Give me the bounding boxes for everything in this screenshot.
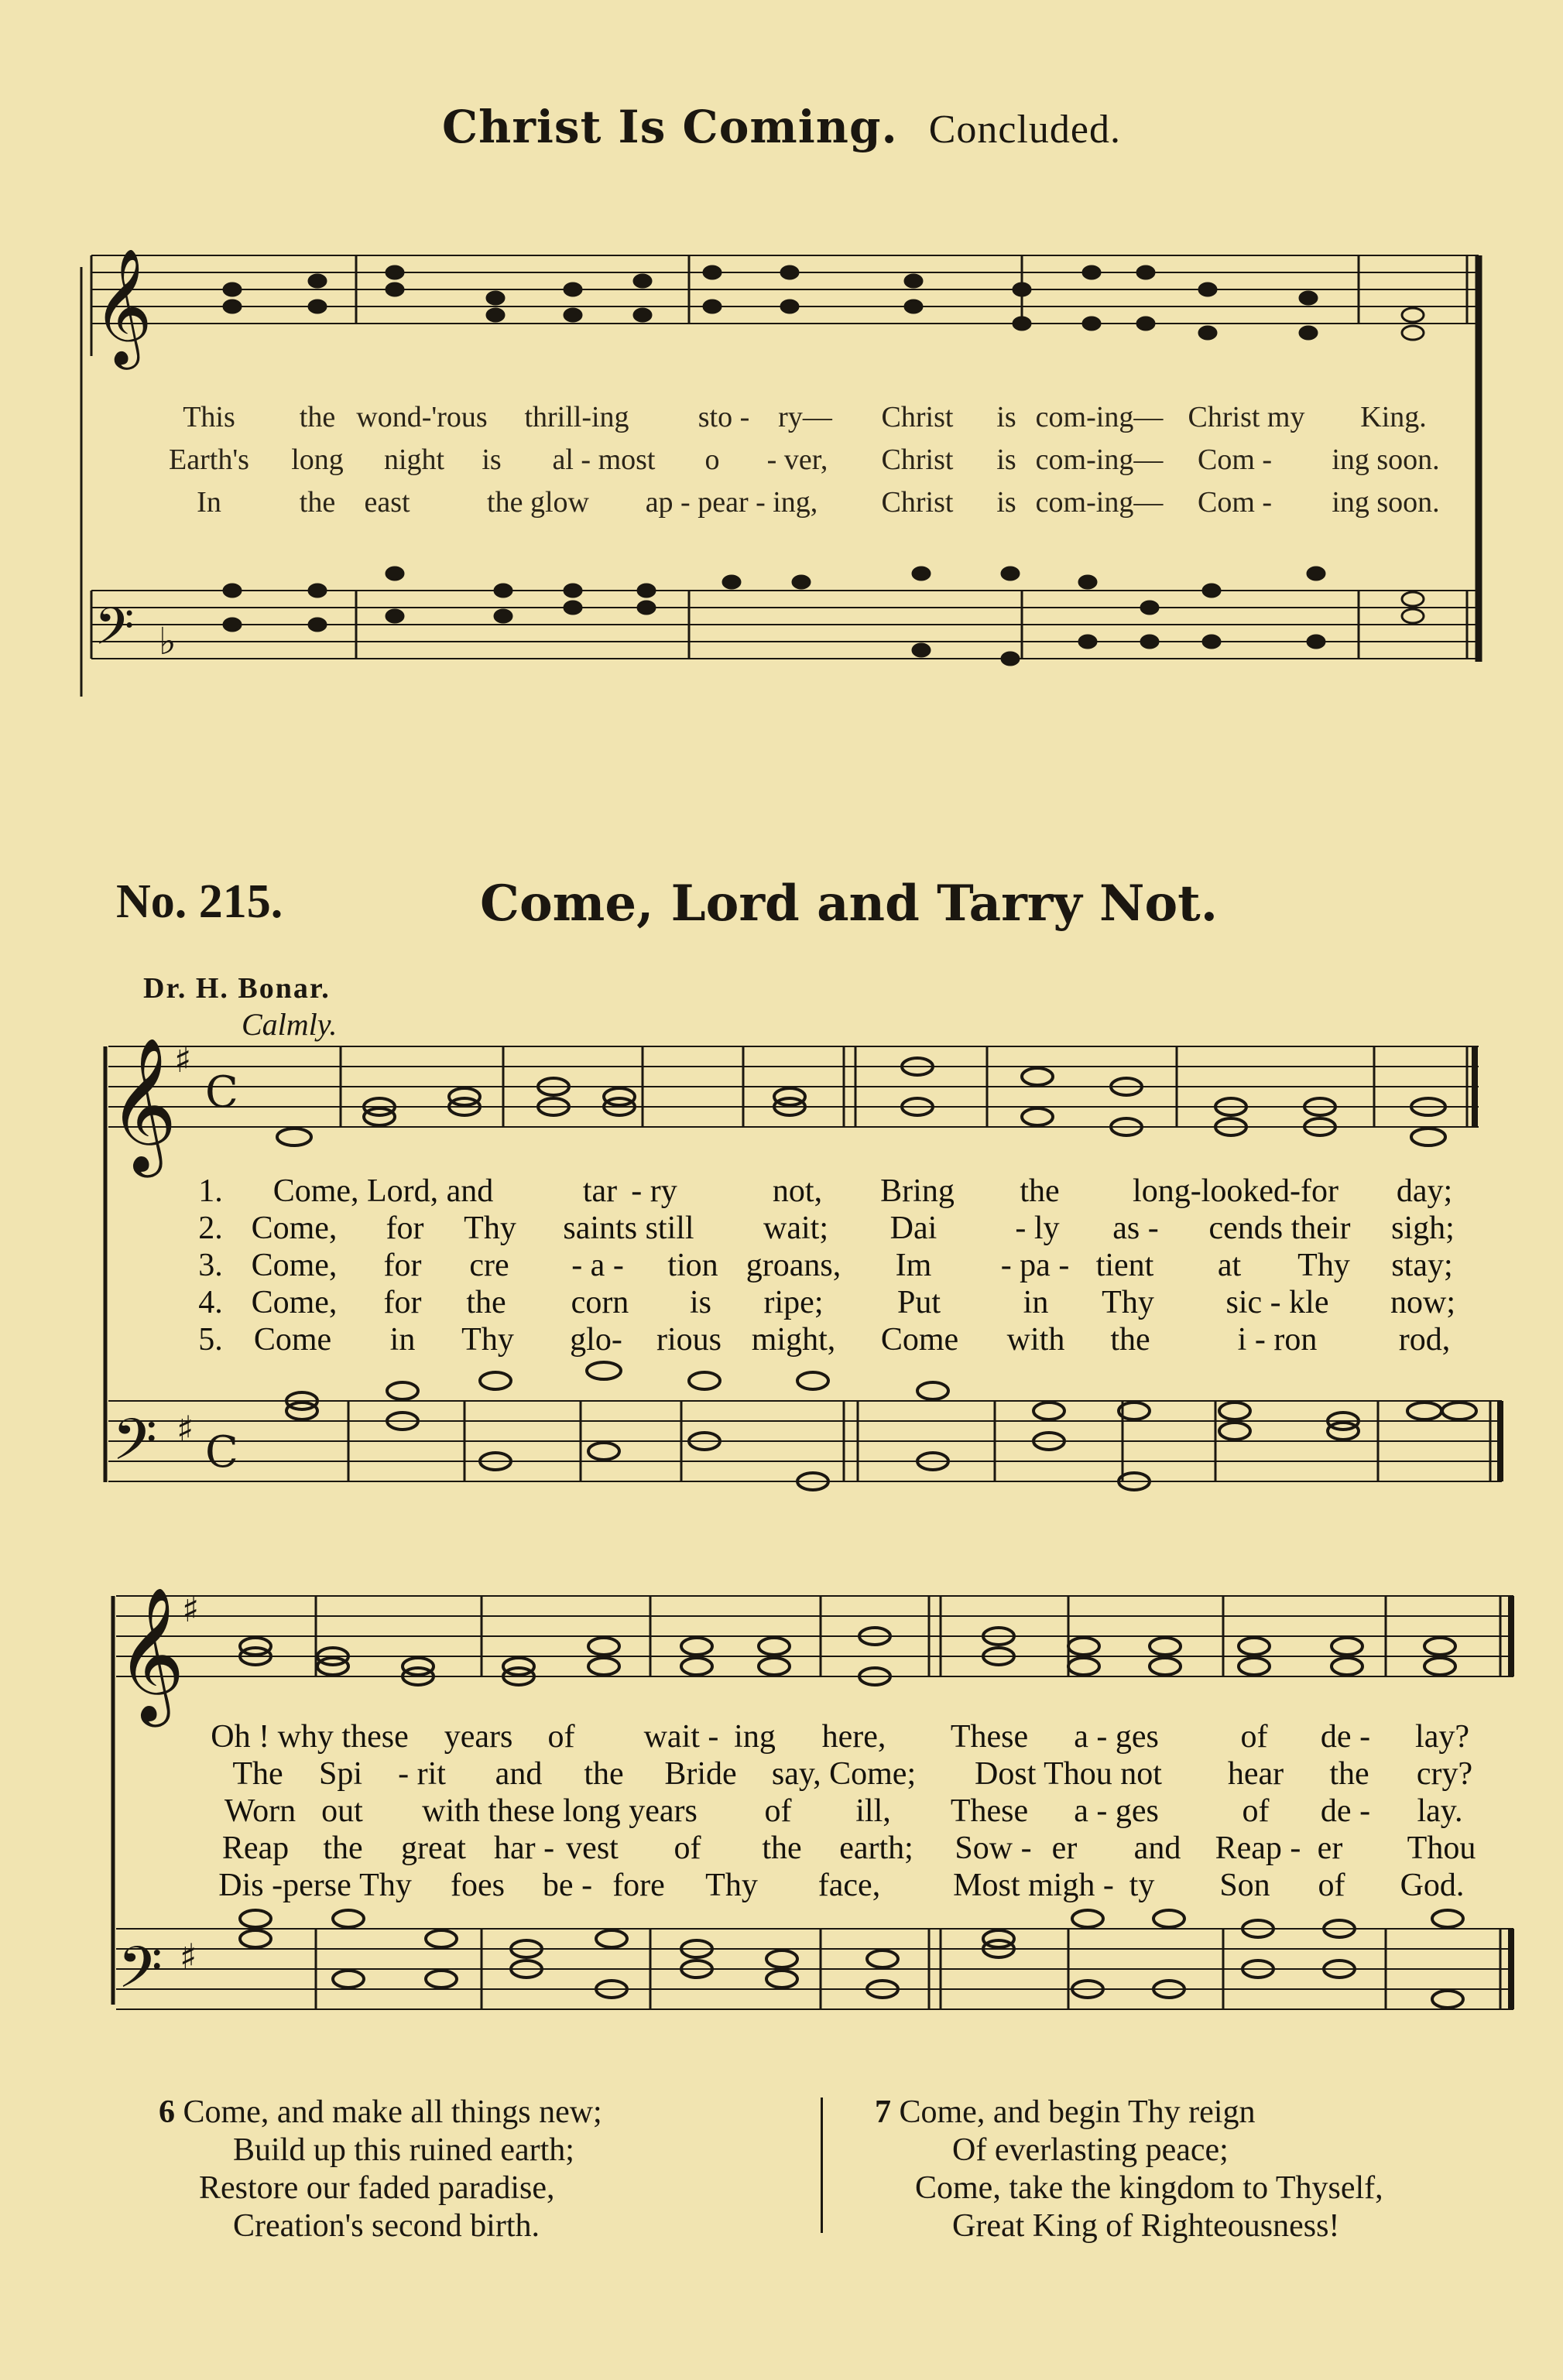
lyric-syllable: ing soon. [1332,443,1440,476]
lyric-syllable: - ly [1015,1211,1060,1246]
verse-7 [875,2094,1383,2245]
lyric-syllable: tion [667,1248,718,1283]
lyric-syllable: the [299,401,336,433]
lyric-syllable: sto - [698,401,750,433]
verse-number: 6 [159,2094,175,2130]
lyric-syllable: Bride [664,1756,737,1792]
lyric-syllable: the glow [487,486,589,519]
lyric-syllable: er [1051,1830,1078,1866]
verse-number: 1. [198,1173,223,1209]
lyric-syllable: Reap [221,1830,290,1866]
verse-5-line-b [0,1867,1563,1904]
verse-6 [159,2094,602,2245]
lyric-syllable: God. [1400,1868,1465,1903]
lyric-syllable: Thy [1102,1285,1154,1320]
lyric-syllable: Christ [881,401,954,433]
lyric-syllable: of [1240,1719,1268,1755]
lyric-syllable: Worn [224,1793,296,1829]
lyric-syllable: years [444,1719,513,1755]
staff-bass-concluded [91,591,1479,659]
lyric-syllable: Thou [1407,1830,1476,1866]
lyric-syllable: Im [895,1248,932,1283]
lyric-syllable: al - most [552,443,656,476]
lyric-syllable: for [386,1211,424,1246]
lyric-syllable: a - ges [1074,1793,1159,1829]
bass-clef-icon: 𝄢 [94,597,135,669]
lyric-syllable: ing soon. [1332,486,1440,519]
lyric-syllable: is [996,486,1016,519]
lyric-syllable: - ry [631,1173,677,1209]
lyric-syllable: wond-'rous [356,401,488,433]
verse-number: 4. [198,1285,223,1320]
staff-bass-system2 [116,1929,1513,2009]
lyric-syllable: Dis -perse [218,1868,351,1903]
lyric-line [0,443,1563,480]
lyric-syllable: fore [612,1868,665,1903]
column-divider [821,2097,823,2233]
lyric-syllable: thrill-ing [524,401,629,433]
lyric-syllable: - a - [571,1248,624,1283]
sharp-icon: ♯ [182,1588,200,1630]
lyric-syllable: - pa - [1000,1248,1070,1283]
lyric-syllable: com-ing— [1035,401,1164,433]
hymn-title: Come, Lord and Tarry Not. [480,875,1218,933]
verse-line: Of everlasting peace; [952,2132,1229,2168]
lyric-syllable: Thy [359,1868,412,1903]
lyric-syllable: Thy [705,1868,758,1903]
lyric-syllable: foes [451,1868,505,1903]
staff-treble-concluded [91,255,1479,324]
lyric-syllable: a - ges [1074,1719,1159,1755]
treble-clef-icon: 𝄞 [93,247,153,365]
verse-number: 3. [198,1248,223,1283]
lyric-syllable: Christ [881,486,954,519]
lyric-syllable: the [1020,1173,1060,1209]
lyric-syllable: for [383,1248,422,1283]
lyric-syllable: saints still [563,1211,694,1246]
lyric-syllable: The [232,1756,283,1792]
lyric-syllable: Most migh - [953,1868,1114,1903]
verse-line: Come, and make all things new; [183,2094,602,2130]
verse-number: 7 [875,2094,891,2130]
lyric-syllable: Son [1219,1868,1270,1903]
lyric-syllable: tar [582,1173,618,1209]
lyric-syllable: Come, [251,1285,338,1320]
lyric-syllable: cre [469,1248,509,1283]
verse-number: 5. [198,1322,223,1358]
lyric-syllable: This [183,401,235,433]
lyric-syllable: the [762,1830,802,1866]
verse-line: Creation's second birth. [233,2208,540,2244]
lyric-syllable: and [1133,1830,1181,1866]
lyric-syllable: Thy [461,1322,514,1358]
verse-line: Come, take the kingdom to Thyself, [915,2170,1383,2206]
lyric-syllable: the [584,1756,624,1792]
common-time-icon: C [205,1067,238,1118]
lyric-syllable: de - [1320,1793,1371,1829]
lyric-syllable: vest [566,1830,619,1866]
verse-line: Come, and begin Thy reign [899,2094,1256,2130]
lyric-syllable: earth; [839,1830,913,1866]
verse-line: Great King of Righteousness! [952,2208,1340,2244]
lyric-syllable: Put [896,1285,941,1320]
lyric-syllable: Earth's [169,443,249,476]
lyric-syllable: rious [656,1322,722,1358]
verse-1-line [0,1173,1563,1210]
lyric-syllable: com-ing— [1035,443,1164,476]
verse-number: 2. [198,1211,223,1246]
lyric-syllable: ill, [855,1793,891,1829]
hymn-header-title: Christ Is Coming. [442,101,898,153]
bass-clef-icon: 𝄢 [118,1934,163,2015]
verse-4-line [0,1284,1563,1321]
lyric-syllable: day; [1396,1173,1453,1209]
lyric-syllable: er [1317,1830,1343,1866]
treble-clef-icon: 𝄞 [108,1037,177,1172]
lyric-syllable: long-looked-for [1133,1173,1338,1209]
common-time-icon: C [205,1427,238,1478]
sharp-icon: ♯ [177,1408,194,1450]
lyric-syllable: Come [253,1322,332,1358]
lyric-syllable: of [764,1793,792,1829]
lyric-syllable: Dai [889,1211,937,1246]
lyric-syllable: Bring [880,1173,955,1209]
lyric-syllable: and [495,1756,543,1792]
lyric-syllable: o [704,443,720,476]
lyric-syllable: Christ my [1188,401,1305,433]
lyric-syllable: the [299,486,336,519]
lyric-syllable: at [1217,1248,1242,1283]
lyric-syllable: Sow - [955,1830,1032,1866]
lyric-syllable: har - [493,1830,555,1866]
verse-line: Build up this ruined earth; [233,2132,574,2168]
lyric-syllable: be - [542,1868,593,1903]
verse-2-line-b [0,1755,1563,1793]
lyric-syllable: Come, [251,1248,338,1283]
lyric-syllable: of [1242,1793,1270,1829]
lyric-syllable: Thy [1297,1248,1350,1283]
lyric-syllable: is [996,401,1016,433]
lyric-syllable: stay; [1391,1248,1453,1283]
bass-clef-icon: 𝄢 [112,1406,157,1488]
verse-4-line-b [0,1830,1563,1867]
lyric-syllable: rod, [1398,1322,1451,1358]
lyric-syllable: of [674,1830,701,1866]
lyric-syllable: Christ [881,443,954,476]
lyric-syllable: out [321,1793,363,1829]
lyric-syllable: de - [1320,1719,1371,1755]
lyric-syllable: is [482,443,502,476]
verse-2-line [0,1210,1563,1247]
hymn-header-subtitle: Concluded. [928,108,1121,152]
treble-clef-icon: 𝄞 [116,1587,185,1721]
lyric-syllable: the [1329,1756,1369,1792]
lyric-syllable: the [466,1285,506,1320]
lyric-syllable: of [547,1719,575,1755]
lyric-line [0,485,1563,522]
lyric-syllable: Spi [318,1756,363,1792]
lyric-syllable: ap - pear - ing, [645,486,818,519]
hymn-number: No. 215. [116,875,283,928]
lyric-syllable: now; [1390,1285,1455,1320]
lyric-syllable: long [291,443,344,476]
lyric-syllable: glo- [570,1322,622,1358]
lyric-syllable: is [689,1285,712,1320]
lyric-syllable: wait - [643,1719,719,1755]
lyric-syllable: groans, [746,1248,841,1283]
lyric-syllable: lay. [1417,1793,1463,1829]
lyric-syllable: Come [880,1322,959,1358]
lyric-syllable: Thy [464,1211,516,1246]
lyric-syllable: Oh ! why these [211,1719,409,1755]
sharp-icon: ♯ [174,1039,192,1080]
lyric-syllable: might, [751,1322,836,1358]
lyric-syllable: - ver, [766,443,828,476]
lyric-syllable: the [323,1830,363,1866]
lyric-line [0,400,1563,437]
lyric-syllable: lay? [1415,1719,1469,1755]
verse-line: Restore our faded paradise, [199,2170,555,2206]
lyric-syllable: with these long years [422,1793,698,1829]
lyric-syllable: Com - [1197,486,1273,519]
lyric-syllable: Come, Lord, and [272,1173,494,1209]
lyric-syllable: wait; [763,1211,828,1246]
lyric-syllable: Reap - [1215,1830,1301,1866]
lyric-syllable: hear [1227,1756,1284,1792]
lyric-syllable: Dost Thou not [975,1756,1162,1792]
lyric-syllable: is [996,443,1016,476]
lyric-syllable: King. [1360,401,1427,433]
lyric-syllable: east [364,486,410,519]
verse-3-line-b [0,1793,1563,1830]
lyric-syllable: cends their [1208,1211,1351,1246]
lyric-syllable: Come, [251,1211,338,1246]
lyric-syllable: Com - [1197,443,1273,476]
lyric-syllable: here, [821,1719,886,1755]
lyric-syllable: as - [1112,1211,1159,1246]
lyric-syllable: tient [1095,1248,1154,1283]
lyric-syllable: in [1023,1285,1049,1320]
lyric-syllable: for [383,1285,422,1320]
lyric-syllable: - rit [398,1756,446,1792]
lyric-syllable: These [950,1719,1029,1755]
lyric-syllable: com-ing— [1035,486,1164,519]
lyric-syllable: These [950,1793,1029,1829]
lyric-syllable: corn [571,1285,629,1320]
lyric-syllable: ripe; [763,1285,824,1320]
sharp-icon: ♯ [180,1936,197,1978]
lyric-syllable: great [401,1830,466,1866]
lyric-syllable: in [389,1322,416,1358]
lyric-syllable: ty [1129,1868,1155,1903]
lyric-syllable: the [1110,1322,1150,1358]
tempo-marking: Calmly. [242,1007,338,1042]
verse-3-line [0,1247,1563,1284]
lyric-syllable: of [1318,1868,1345,1903]
lyric-syllable: i - ron [1237,1322,1318,1358]
verse-1-line-b [0,1718,1563,1755]
flat-icon: ♭ [159,620,177,663]
lyric-syllable: with [1006,1322,1065,1358]
lyric-syllable: night [383,443,445,476]
lyric-syllable: face, [817,1868,881,1903]
lyric-syllable: sigh; [1391,1211,1455,1246]
lyric-syllable: In [197,486,221,519]
lyric-syllable: say, Come; [771,1756,917,1792]
lyric-syllable: cry? [1416,1756,1473,1792]
lyric-syllable: not, [772,1173,823,1209]
lyric-syllable: ry— [778,401,832,433]
verse-5-line [0,1321,1563,1358]
lyric-syllable: ing [734,1719,776,1755]
lyric-syllable: sic - kle [1225,1285,1329,1320]
hymn-author: Dr. H. Bonar. [143,972,331,1005]
